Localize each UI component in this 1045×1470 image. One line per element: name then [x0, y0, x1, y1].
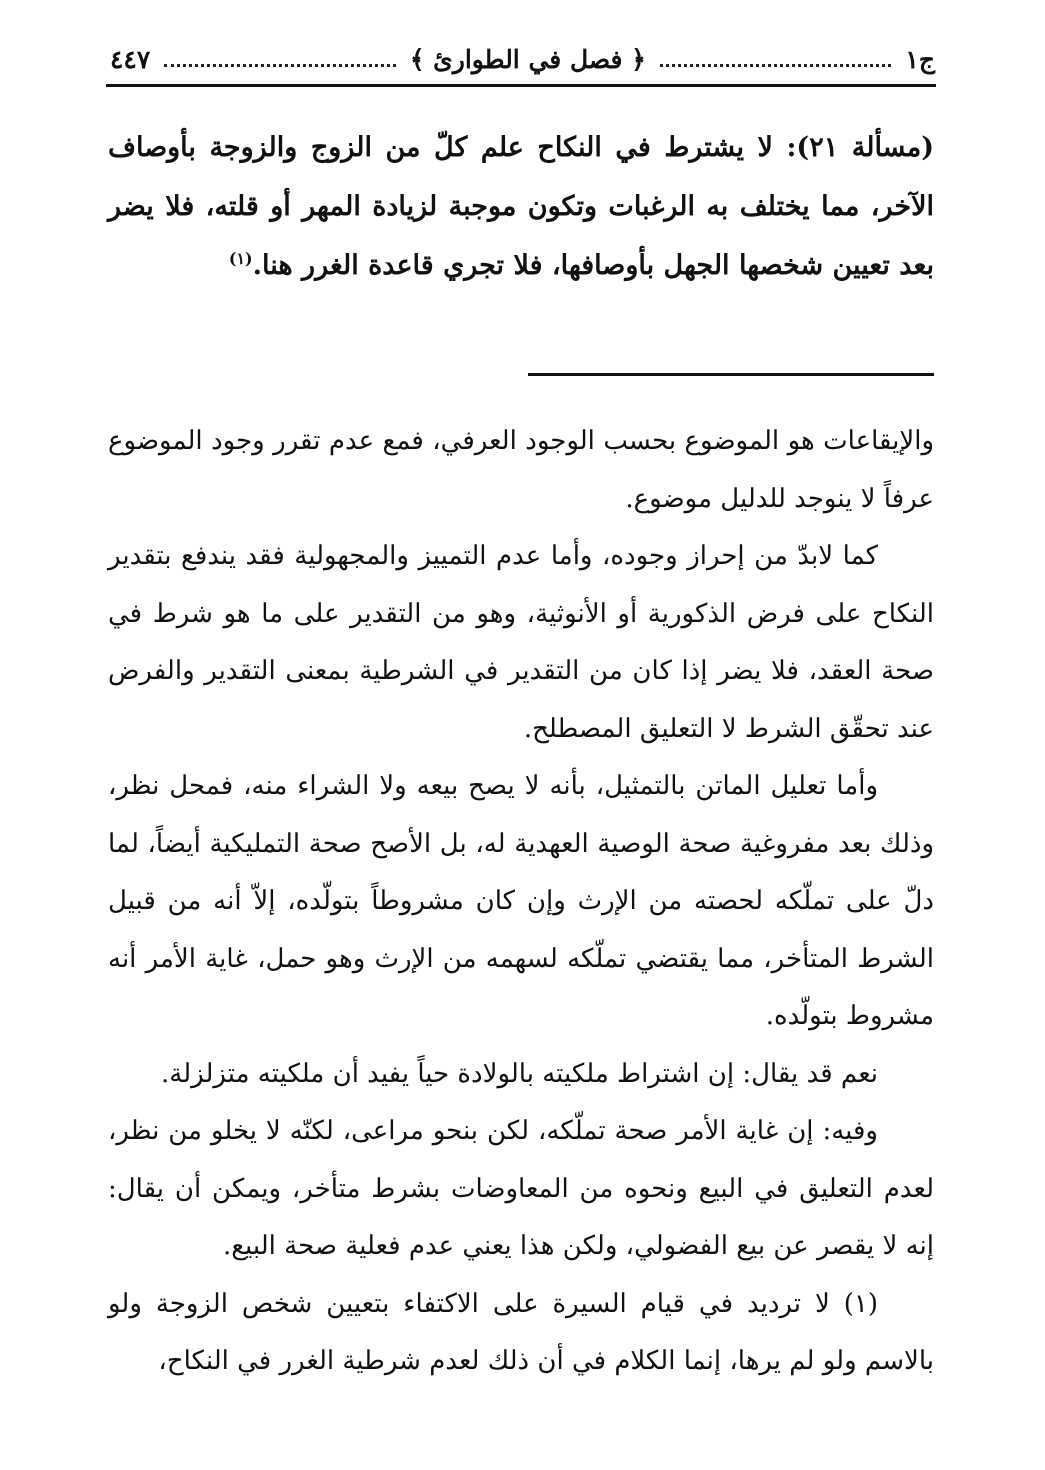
footnote-marker: (١) [228, 249, 253, 268]
commentary-paragraph: والإيقاعات هو الموضوع بحسب الوجود العرفي، فمع عدم تقرر وجود الموضوع عرفاً لا ينوجد للدليل موضوع. [108, 426, 934, 514]
chapter-title: ﴿ فصل في الطوارئ ﴾ [409, 44, 646, 74]
header-dotted-leader-right [660, 64, 892, 67]
commentary-paragraph: نعم قد يقال: إن اشتراط ملكيته بالولادة حياً يفيد أن ملكيته متزلزلة. [161, 1058, 878, 1089]
main-text-question [108, 118, 934, 295]
running-header [110, 38, 935, 80]
header-rule [106, 84, 936, 87]
header-dotted-leader-left [164, 64, 396, 67]
volume-label: ج١ [905, 44, 935, 74]
separator-line [528, 373, 934, 376]
commentary [108, 413, 934, 1391]
page-number: ٤٤٧ [109, 44, 151, 74]
commentary-paragraph: وفيه: إن غاية الأمر صحة تملّكه، لكن بنحو مراعى، لكنّه لا يخلو من نظر، لعدم التعليق في البيع ونحوه من المعاوضات بشرط متأخر، ويمكن أن يقال: إنه لا يقصر عن بيع الفضولي، ولكن هذا يعني عدم فعلية صحة البيع. [108, 1116, 934, 1261]
footnote-paragraph: (١) لا ترديد في قيام السيرة على الاكتفاء بتعيين شخص الزوجة ولو بالاسم ولو لم يرها، إنما الكلام في أن ذلك لعدم شرطية الغرر في النكاح، [108, 1288, 934, 1376]
commentary-paragraph: كما لابدّ من إحراز وجوده، وأما عدم التمييز والمجهولية فقد يندفع بتقدير النكاح على فرض الذكورية أو الأنوثية، وهو من التقدير على ما هو شرط في صحة العقد، فلا يضر إذا كان من التقدير في الشرطية بمعنى التقدير والفرض عند تحقّق الشرط لا التعليق المصطلح. [108, 541, 934, 744]
commentary-paragraph: وأما تعليل الماتن بالتمثيل، بأنه لا يصح بيعه ولا الشراء منه، فمحل نظر، وذلك بعد مفروغية صحة الوصية العهدية له، بل الأصح صحة التمليكية أيضاً، لما دلّ على تملّكه لحصته من الإرث وإن كان مشروطاً بتولّده، إلاّ أنه من قبيل الشرط المتأخر، مما يقتضي تملّكه لسهمه من الإرث وهو حمل، غاية الأمر أنه مشروط بتولّده. [108, 771, 934, 1031]
question-text: (مسألة ٢١): لا يشترط في النكاح علم كلّ من الزوج والزوجة بأوصاف الآخر، مما يختلف به الرغبات وتكون موجبة لزيادة المهر أو قلته، فلا يضر بعد تعيين شخصها الجهل بأوصافها، فلا تجري قاعدة الغرر هنا. [108, 132, 935, 281]
